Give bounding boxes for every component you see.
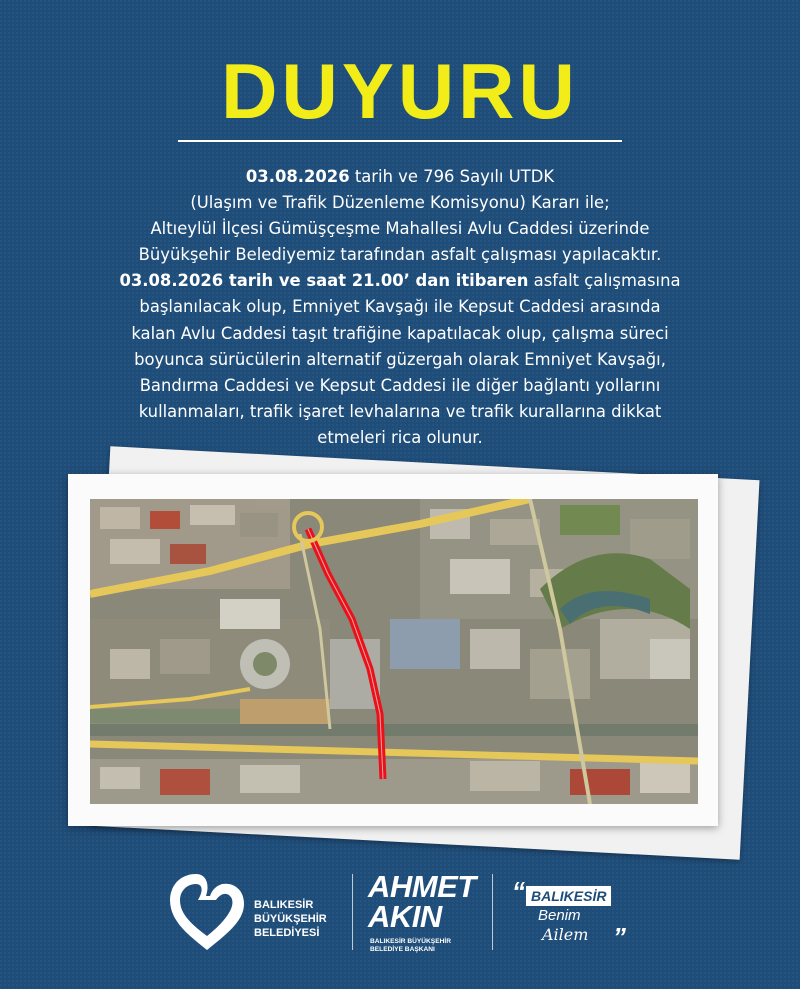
footer: [0, 860, 800, 970]
mayor-title-line-1: BALIKESİR BÜYÜKŞEHİR: [370, 938, 451, 945]
date-1: 03.08.2026: [245, 167, 350, 186]
line-5-rest: asfalt çalışmasına: [528, 271, 681, 291]
mayor-title: [370, 938, 451, 954]
municipality-name: [254, 898, 327, 940]
announcement-line-9: Bandırma Caddesi ve Kepsut Caddesi ile diğer bağlantı yollarını: [139, 375, 661, 395]
municipality-line-1: BALIKESİR: [254, 899, 314, 911]
announcement-text: [40, 164, 760, 451]
mayor-name: [368, 869, 476, 934]
line-1-rest: tarih ve 796 Sayılı UTDK: [349, 167, 555, 186]
date-2: 03.08.2026 tarih ve saat 21.00’ dan itibaren: [119, 271, 529, 291]
footer-divider-1: [352, 874, 353, 950]
slogan-line-1: BALIKESİR: [526, 886, 611, 906]
announcement-line-6: başlanılacak olup, Emniyet Kavşağı ile Kepsut Caddesi arasında: [139, 297, 661, 317]
mayor-first-name: AHMET: [368, 869, 476, 904]
mayor-last-name: AKIN: [368, 899, 442, 934]
municipality-line-2: BÜYÜKŞEHİR: [254, 913, 327, 925]
slogan-line-2: Benim: [538, 907, 581, 924]
announcement-line-11: etmeleri rica olunur.: [317, 427, 483, 447]
announcement-line-2: (Ulaşım ve Trafik Düzenleme Komisyonu) Kararı ile;: [190, 193, 610, 213]
page-title: DUYURU: [221, 47, 579, 135]
municipality-line-3: BELEDİYESİ: [254, 927, 320, 939]
announcement-line-8: boyunca sürücülerin alternatif güzergah olarak Emniyet Kavşağı,: [134, 349, 666, 369]
announcement-line-1: [40, 164, 760, 190]
municipality-heart-icon: [166, 870, 248, 954]
quote-close-icon: ”: [613, 922, 626, 952]
announcement-line-4: Büyükşehir Belediyemiz tarafından asfalt çalışması yapılacaktır.: [138, 245, 662, 265]
announcement-line-10: kullanmaları, trafik işaret levhalarına ve trafik kurallarına dikkat: [138, 401, 662, 421]
satellite-map: [90, 499, 698, 804]
slogan-line-3: Ailem: [542, 925, 589, 944]
map-image: [90, 499, 698, 804]
quote-open-icon: “: [512, 876, 525, 906]
footer-divider-2: [492, 874, 493, 950]
mayor-title-line-2: BELEDİYE BAŞKANI: [370, 946, 435, 953]
announcement-line-3: Altıeylül İlçesi Gümüşçeşme Mahallesi Avlu Caddesi üzerinde: [150, 219, 650, 239]
title-underline: [178, 140, 622, 142]
announcement-line-5: [40, 268, 760, 294]
slogan-logo: [512, 876, 632, 952]
announcement-line-7: kalan Avlu Caddesi taşıt trafiğine kapatılacak olup, çalışma süreci: [131, 323, 669, 343]
